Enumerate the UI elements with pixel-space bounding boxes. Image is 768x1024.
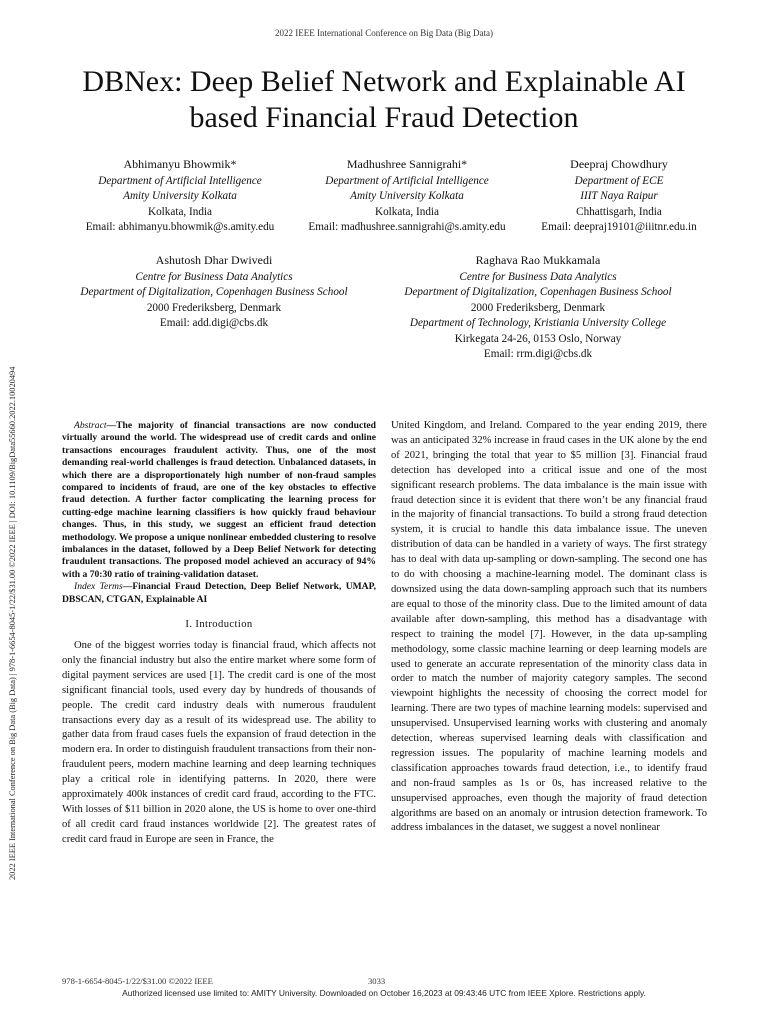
author-name: Ashutosh Dhar Dwivedi — [155, 253, 273, 267]
abstract-lead: Abstract — [74, 420, 107, 431]
author-department: Department of ECE — [574, 174, 664, 187]
author-institution: Amity University Kolkata — [350, 190, 464, 202]
author-name: Deepraj Chowdhury — [570, 157, 668, 171]
author-department: Centre for Business Data Analytics — [135, 270, 293, 283]
right-column — [391, 419, 707, 836]
index-terms — [62, 581, 376, 606]
author-email: Email: rrm.digi@cbs.dk — [483, 348, 593, 360]
author-department: Centre for Business Data Analytics — [459, 270, 617, 283]
author-department: Department of Artificial Intelligence — [98, 174, 262, 187]
author-email: Email: deepraj19101@iiitnr.edu.in — [541, 221, 697, 233]
author-email: Email: abhimanyu.bhowmik@s.amity.edu — [85, 221, 275, 233]
author-block-3 — [528, 157, 710, 236]
conference-header: 2022 IEEE International Conference on Big Data (Big Data) — [275, 28, 493, 38]
abstract — [62, 420, 376, 581]
author-name: Abhimanyu Bhowmik* — [123, 157, 237, 171]
author-name: Madhushree Sannigrahi* — [346, 157, 468, 171]
index-terms-text: —Financial Fraud Detection, Deep Belief Network, UMAP, DBSCAN, CTGAN, Explainable AI — [62, 581, 376, 605]
author-block-5 — [380, 253, 696, 363]
section-heading-introduction: I. Introduction — [185, 619, 253, 631]
title-line-1: DBNex: Deep Belief Network and Explainable AI — [82, 65, 686, 98]
author-second-affiliation: Department of Technology, Kristiania University College — [409, 317, 667, 329]
author-location: 2000 Frederiksberg, Denmark — [146, 301, 282, 314]
author-email: Email: madhushree.sannigrahi@s.amity.edu — [308, 221, 506, 233]
author-email: Email: add.digi@cbs.dk — [159, 317, 269, 329]
author-institution: Department of Digitalization, Copenhagen Business School — [404, 286, 672, 298]
author-block-1 — [62, 157, 298, 236]
author-block-2 — [294, 157, 520, 236]
license-notice: Authorized licensed use limited to: AMITY University. Downloaded on October 16,2023 at 09:43:46 UTC from IEEE Xplore. Restrictions apply. — [122, 988, 646, 998]
author-block-4 — [56, 253, 372, 332]
title-line-2: based Financial Fraud Detection — [189, 101, 579, 134]
intro-paragraph-right: United Kingdom, and Ireland. Compared to the year ending 2019, there was an anticipated 32% increase in fraud cases in the UK alone by the end of 2021, bringing the total that year to $5 million [3]. Financial fraud detection has developed into a critical issue and one of the most significant research problems. The data imbalance is the main issue with fraud detection since it is evident that there won’t be any financial fraud in the majority of financial transactions. To build a strong fraud detection system, it is crucial to handle this data imbalance issue. The uneven distribution of data can be handled in a variety of ways. The first strategy has to deal with data up-sampling or down-sampling. The second one has to do with choosing a machine-learning model. The dominant class is downsized using the data down-sampling approach such that its numbers are equal to those of the minority class. Due to the limited amount of data available after down-sampling, this method has a disadvantage with respect to training the model [7]. However, in the data up-sampling methodology, some classic machine learning or deep learning models are used to generate an accurate representation of the minority class data in order to match the number of majority category samples. The second viewpoint highlights the necessity of choosing the correct model for learning. There are two types of machine learning models: supervised and unsupervised. Unsupervised learning works with clustering and anomaly detection, whereas supervised learning deals with classification and regression issues. The popularity of machine learning models and classification approaches towards fraud detection, i.e., to identify fraud and non-fraud samples as 1s or 0s, has increased relative to the unsupervised approaches, even though the majority of fraud detection algorithms are based on an anomaly or intrusion detection framework. To address imbalances in the dataset, we suggest a novel nonlinear — [391, 420, 707, 834]
author-institution: IIIT Naya Raipur — [580, 190, 658, 202]
intro-paragraph-left: One of the biggest worries today is financial fraud, which affects not only the financial industry but also the entire market where some form of digital payment services are used [1]. The credit card is one of the most significant financial tools, used every day by hundreds of thousands of people. The credit card industry deals with numerous fraudulent transactions every day as a result of its widespread use. The ability to gather data from fraud cases fuels the expansion of fraud detection in the modern era. In order to distinguish fraudulent transactions from their non-fraudulent peers, modern machine learning and deep learning techniques play a critical role in identifying patterns. In 2020, there were approximately 400k instances of credit card fraud, according to the FTC. With losses of $11 billion in 2020 alone, the US is home to over one-third of all credit card fraud instances worldwide [2]. The greatest rates of credit card fraud in Europe are seen in France, the — [62, 640, 376, 845]
author-institution: Department of Digitalization, Copenhagen Business School — [80, 286, 348, 298]
author-second-address: Kirkegata 24-26, 0153 Oslo, Norway — [454, 332, 622, 345]
page-number: 3033 — [368, 976, 386, 986]
index-terms-lead: Index Terms — [74, 581, 123, 593]
footer-copyright: 978-1-6654-8045-1/22/$31.00 ©2022 IEEE — [62, 976, 213, 986]
author-department: Department of Artificial Intelligence — [325, 174, 489, 187]
author-location: Kolkata, India — [375, 205, 439, 218]
author-name: Raghava Rao Mukkamala — [475, 253, 601, 267]
abstract-text: —The majority of financial transactions are now conducted virtually around the world. The widespread use of credit cards and online transactions encourages fraudulent activity. Thus, one of the most demanding real-world challenges is fraud detection. Unbalanced datasets, in which there are a disproportionately high number of non-fraud samples compared to incidents of fraud, are one of the key obstacles to effective fraud detection. A further factor complicating the learning process for cutting-edge machine learning classifiers is how quickly fraud behaviour changes. Thus, in this study, we suggest an efficient fraud detection methodology. We propose a unique nonlinear embedded clustering to resolve imbalances in the dataset, followed by a Deep Belief Network for detecting fraudulent transactions. The proposed model achieved an accuracy of 94% with a 70:30 ratio of training-validation dataset. — [62, 420, 376, 580]
paper-title — [40, 64, 728, 136]
left-column — [62, 420, 376, 848]
author-location: Kolkata, India — [148, 205, 212, 218]
author-location: Chhattisgarh, India — [576, 205, 662, 218]
side-doi-text: 2022 IEEE International Conference on Big Data (Big Data) | 978-1-6654-8045-1/22/$31.00 ©2022 IEEE | DOI: 10.1109/BigData55660.2022.10020494 — [8, 366, 17, 880]
author-institution: Amity University Kolkata — [123, 190, 237, 202]
author-location: 2000 Frederiksberg, Denmark — [470, 301, 606, 314]
